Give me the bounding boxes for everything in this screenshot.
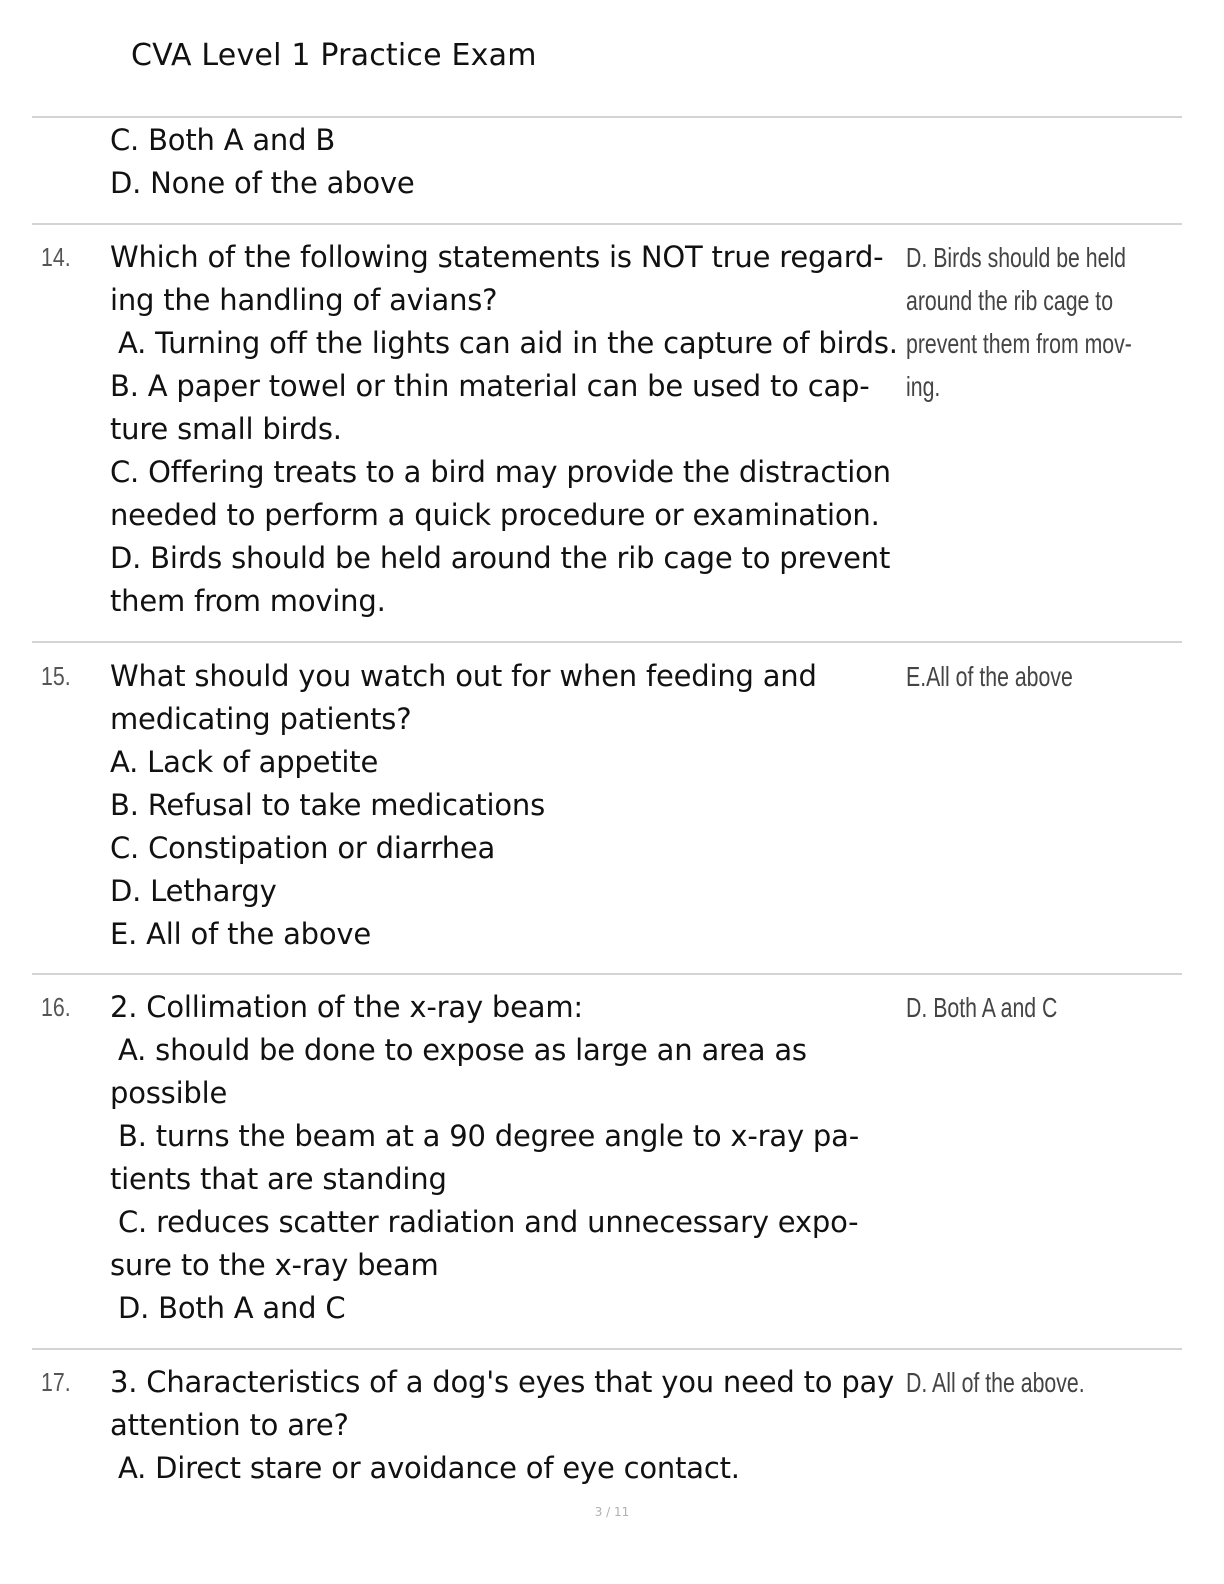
- question-line: What should you watch out for when feeding and: [110, 659, 817, 693]
- answer-line: around the rib cage to: [906, 285, 1114, 316]
- option-text: B. turns the beam at a 90 degree angle to x-ray pa-: [118, 1119, 859, 1153]
- option-text: A. Turning off the lights can aid in the capture of birds.: [118, 326, 898, 360]
- option-text: C. Offering treats to a bird may provide the distraction: [110, 455, 891, 489]
- question-number: 16.: [41, 992, 71, 1022]
- option-text: ture small birds.: [110, 412, 342, 446]
- question-text: [110, 986, 900, 1330]
- divider: [32, 641, 1182, 643]
- option-text: C. Both A and B: [110, 123, 336, 157]
- option-text: C. Constipation or diarrhea: [110, 831, 496, 865]
- question-text: [110, 1361, 900, 1490]
- answer-text: [906, 1361, 1104, 1404]
- option-text: C. reduces scatter radiation and unnecessary expo-: [118, 1205, 859, 1239]
- page-number: 3 / 11: [594, 1505, 630, 1519]
- answer-line: D. Both A and C: [906, 992, 1058, 1023]
- answer-text: [906, 986, 1104, 1029]
- question-text: [110, 236, 900, 623]
- answer-line: ing.: [906, 371, 941, 402]
- page-title: CVA Level 1 Practice Exam: [131, 38, 537, 73]
- option-text: D. Both A and C: [118, 1291, 346, 1325]
- answer-text: [906, 236, 1132, 408]
- option-text: A. Lack of appetite: [110, 745, 379, 779]
- option-text: tients that are standing: [110, 1162, 447, 1196]
- option-text: A. Direct stare or avoidance of eye contact.: [118, 1451, 740, 1485]
- question-line: 2. Collimation of the x-ray beam:: [110, 990, 583, 1024]
- divider: [32, 223, 1182, 225]
- answer-line: D. Birds should be held: [906, 242, 1127, 273]
- option-text: E. All of the above: [110, 917, 372, 951]
- option-text: B. A paper towel or thin material can be used to cap-: [110, 369, 870, 403]
- option-text: A. should be done to expose as large an area as: [118, 1033, 807, 1067]
- option-text: sure to the x-ray beam: [110, 1248, 439, 1282]
- option-text: needed to perform a quick procedure or examination.: [110, 498, 880, 532]
- question-line: Which of the following statements is NOT true regard-: [110, 240, 884, 274]
- question-number: 15.: [41, 661, 71, 691]
- option-text: D. None of the above: [110, 166, 415, 200]
- divider: [32, 973, 1182, 975]
- option-text: D. Lethargy: [110, 874, 277, 908]
- answer-line: D. All of the above.: [906, 1367, 1085, 1398]
- option-text: them from moving.: [110, 584, 386, 618]
- answer-line: prevent them from mov-: [906, 328, 1132, 359]
- question-line: medicating patients?: [110, 702, 412, 736]
- question-line: ing the handling of avians?: [110, 283, 498, 317]
- answer-text: [906, 655, 1104, 698]
- divider: [32, 116, 1182, 118]
- question-number: 14.: [41, 242, 71, 272]
- divider: [32, 1348, 1182, 1350]
- option-text: possible: [110, 1076, 228, 1110]
- question-number: 17.: [41, 1367, 71, 1397]
- question-text: [110, 655, 900, 956]
- answer-line: E.All of the above: [906, 661, 1073, 692]
- question-line: attention to are?: [110, 1408, 349, 1442]
- question-line: 3. Characteristics of a dog's eyes that you need to pay: [110, 1365, 895, 1399]
- option-text: B. Refusal to take medications: [110, 788, 545, 822]
- option-text: D. Birds should be held around the rib cage to prevent: [110, 541, 891, 575]
